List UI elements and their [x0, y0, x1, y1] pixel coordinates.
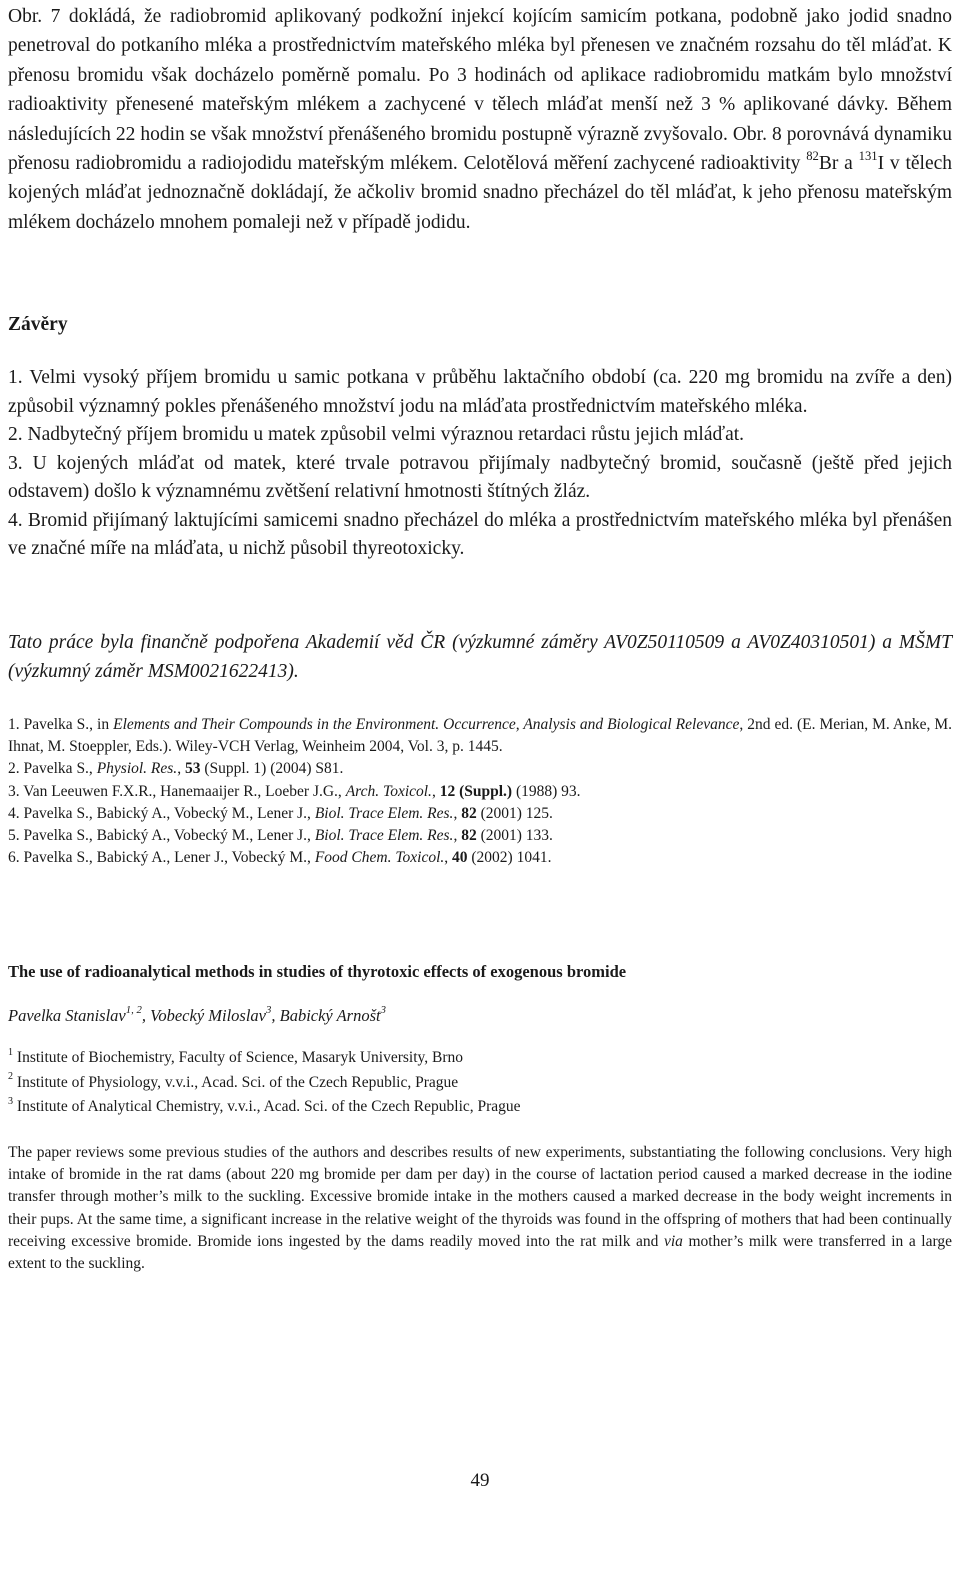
reference-list [8, 714, 952, 869]
affiliation-item: $^1$ Institute of Biochemistry, Faculty of Science, Masaryk University, Brno [8, 1046, 464, 1066]
paragraph-results [8, 2, 952, 237]
conclusions-list [8, 364, 952, 564]
acknowledgement: Tato práce byla finančně podpořena Akademií věd ČR (výzkumné záměry AV0Z50110509 a AV0Z40310501) a MŠMT (výzkumný záměr MSM0021622413). [8, 632, 952, 682]
reference-item: 5. Pavelka S., Babický A., Vobecký M., Lener J., Biol. Trace Elem. Res., 82 (2001) 133. [8, 827, 553, 845]
bromine-mass-number: 82 [806, 149, 819, 164]
english-abstract: The paper reviews some previous studies of the authors and describes results of new experiments, substantiating the following conclusions. Very high intake of bromide in the rat dams (about 220 mg bromide per dam per day) in the course of lactation period caused a marked decrease in the iodine transfer through mother’s milk to the suckling. Excessive bromide intake in the mothers caused a marked decrease in the body weight increments in their pups. At the same time, a significant increase in the relative weight of the thyroids was found in the offspring of mothers that had been continually receiving excessive bromide. Bromide ions ingested by the dams readily moved into the rat milk and via mother’s milk were transferred in a large extent to the suckling. [8, 1144, 953, 1273]
reference-item: 2. Pavelka S., Physiol. Res., 53 (Suppl. 1) (2004) S81. [8, 760, 344, 778]
paragraph-text-2: I v tělech kojených mláďat jednoznačně dokládají, že ačkoliv bromid snadno přecházel do těl mláďat, k jeho přenosu mateřským mlékem docházelo mnohem pomaleji než v případě jodidu. [8, 153, 953, 233]
conclusion-item: 1. Velmi vysoký příjem bromidu u samic potkana v průběhu laktačního období (ca. 220 mg bromidu na zvíře a den) způsobil významný pokles přenášeného množství jodu na mláďata prostřednictvím mateřského mléka. [8, 367, 952, 417]
conclusion-item: 2. Nadbytečný příjem bromidu u matek způsobil velmi výraznou retardaci růstu jejich mláďat. [8, 424, 745, 445]
paragraph-text-1: Obr. 7 dokládá, že radiobromid aplikovaný podkožní injekcí kojícím samicím potkana, podobně jako jodid snadno penetroval do potkaního mléka a prostřednictvím mateřského mléka byl přenesen ve značném rozsahu do těl mláďat. K přenosu bromidu však docházelo poměrně pomalu. Po 3 hodinách od aplikace radiobromidu matkám bylo množství radioaktivity přenesené mateřským mlékem a zachycené v tělech mláďat menší než 3 % aplikované dávky. Během následujících 22 hodin se však množství přenášeného bromidu postupně výrazně zvyšovalo. Obr. 8 porovnává dynamiku přenosu radiobromidu a radiojodidu mateřským mlékem. Celotělová měření zachycené radioaktivity [8, 6, 952, 175]
reference-item: 4. Pavelka S., Babický A., Vobecký M., Lener J., Biol. Trace Elem. Res., 82 (2001) 125. [8, 804, 553, 822]
reference-item: 1. Pavelka S., in Elements and Their Compounds in the Environment. Occurrence, Analysis and Biological Relevance, 2nd ed. (E. Merian, M. Anke, M. Ihnat, M. Stoeppler, Eds.). Wiley-VCH Verlag, Weinheim 2004, Vol. 3, p. 1445. [8, 716, 952, 756]
reference-item: 3. Van Leeuwen F.X.R., Hanemaaijer R., Loeber J.G., Arch. Toxicol., 12 (Suppl.) (1988) 93. [8, 782, 581, 800]
affiliation-item: $^3$ Institute of Analytical Chemistry, v.v.i., Acad. Sci. of the Czech Republic, Prague [8, 1096, 521, 1116]
author-name: Babický Arnošt [279, 1006, 381, 1025]
english-article-title: The use of radioanalytical methods in studies of thyrotoxic effects of exogenous bromide [8, 962, 627, 981]
conclusion-item: 4. Bromid přijímaný laktujícími samicemi snadno přecházel do mléka a prostřednictvím mateřského mléka byl přenášen ve značné míře na mláďata, u nichž působil thyreotoxicky. [8, 509, 952, 559]
bromine-symbol: Br a [818, 153, 859, 175]
affiliation-list [8, 1046, 952, 1120]
author-name: Vobecký Miloslav [150, 1006, 267, 1025]
author-list: Pavelka Stanislav$^{1, 2}$, Vobecký Miloslav$^3$, Babický Arnošt$^3$ [8, 1004, 386, 1025]
conclusions-heading: Závěry [8, 314, 68, 335]
reference-item: 6. Pavelka S., Babický A., Lener J., Vobecký M., Food Chem. Toxicol., 40 (2002) 1041. [8, 849, 552, 867]
author-name: Pavelka Stanislav [8, 1006, 126, 1025]
conclusion-item: 3. U kojených mláďat od matek, které trvale potravou přijímaly nadbytečný bromid, současně (ještě před jejich odstavem) došlo k významnému zvětšení relativní hmotnosti štítných žláz. [8, 452, 952, 502]
page-number: 49 [470, 1470, 490, 1491]
affiliation-item: $^2$ Institute of Physiology, v.v.i., Acad. Sci. of the Czech Republic, Prague [8, 1071, 459, 1091]
iodine-mass-number: 131 [858, 149, 878, 164]
